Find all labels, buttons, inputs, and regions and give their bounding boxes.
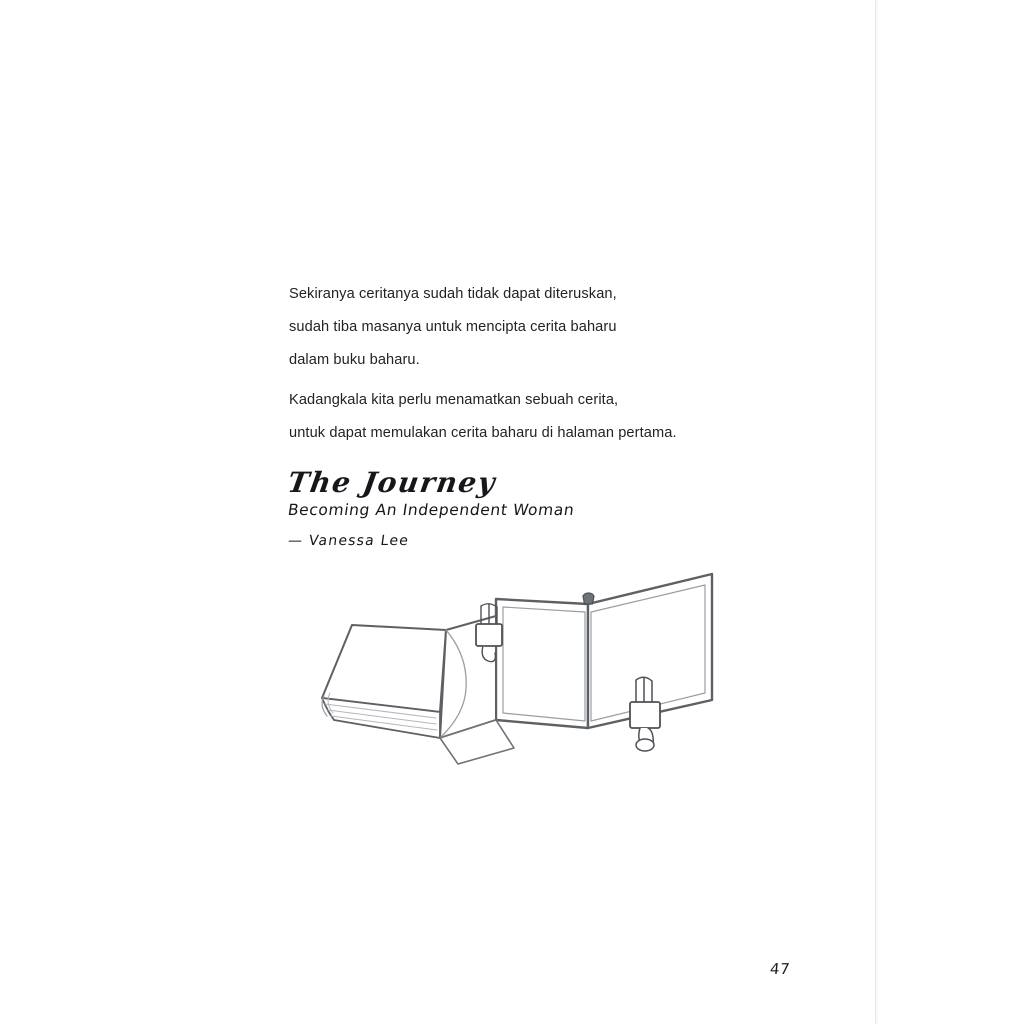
quote-block bbox=[289, 278, 759, 450]
attribution-author: — Vanessa Lee bbox=[286, 533, 411, 549]
quote-line-2: sudah tiba masanya untuk mencipta cerita baharu bbox=[289, 319, 617, 335]
quote-line-4: Kadangkala kita perlu menamatkan sebuah cerita, bbox=[289, 392, 619, 408]
attribution-block bbox=[285, 466, 708, 549]
attribution-title: The Journey bbox=[285, 466, 499, 499]
quote-line-1: Sekiranya ceritanya sudah tidak dapat diteruskan, bbox=[289, 286, 617, 302]
quote-line-5: untuk dapat memulakan cerita baharu di halaman pertama. bbox=[289, 425, 677, 441]
attribution-subtitle: Becoming An Independent Woman bbox=[286, 501, 576, 519]
page-edge-shadow bbox=[875, 0, 1024, 1024]
quote-line-3: dalam buku baharu. bbox=[289, 352, 420, 368]
illustration-open-books bbox=[300, 552, 740, 792]
page-number: 47 bbox=[769, 960, 792, 978]
